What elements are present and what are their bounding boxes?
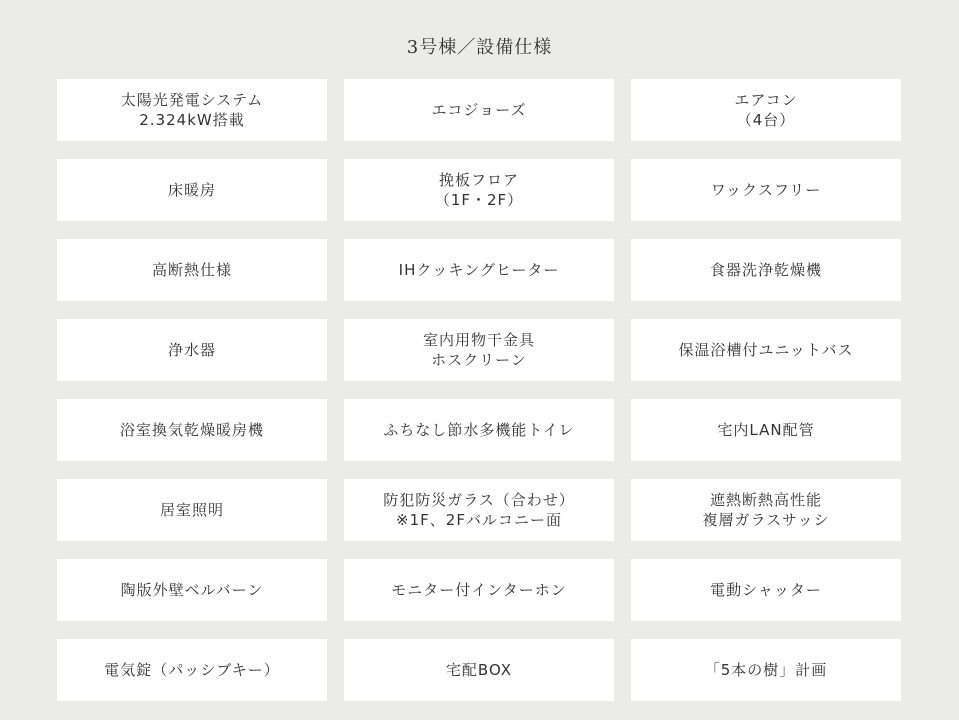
equipment-item (344, 639, 614, 701)
equipment-item-line1: モニター付インターホン (391, 581, 567, 599)
equipment-item (344, 79, 614, 141)
equipment-item (57, 479, 327, 541)
equipment-item-line1: 遮熱断熱高性能 (709, 491, 822, 509)
equipment-item (344, 319, 614, 381)
equipment-item (631, 159, 901, 221)
equipment-item-line2: ホスクリーン (431, 351, 527, 369)
equipment-item (631, 399, 901, 461)
equipment-item (344, 559, 614, 621)
equipment-item-line1: エコジョーズ (431, 101, 527, 119)
equipment-item-line2: 2.324kW搭載 (139, 111, 245, 129)
equipment-item-line1: 高断熱仕様 (151, 261, 232, 279)
equipment-item-line1: ワックスフリー (710, 181, 822, 199)
equipment-item-line1: 宅配BOX (445, 661, 513, 679)
equipment-item-line1: 防犯防災ガラス（合わせ） (383, 491, 575, 509)
equipment-item-line2: （4台） (736, 111, 796, 129)
equipment-item-line1: 浄水器 (167, 341, 216, 359)
equipment-item (57, 559, 327, 621)
equipment-grid (57, 79, 902, 701)
equipment-item (344, 399, 614, 461)
equipment-item-line1: ふちなし節水多機能トイレ (383, 421, 575, 439)
equipment-item (631, 239, 901, 301)
equipment-item (57, 159, 327, 221)
equipment-item (57, 79, 327, 141)
equipment-item (57, 319, 327, 381)
equipment-item-line1: 食器洗浄乾燥機 (709, 261, 822, 279)
equipment-item (631, 639, 901, 701)
equipment-item (57, 239, 327, 301)
equipment-item-line1: 陶版外壁ベルバーン (120, 581, 264, 599)
equipment-item-line1: 太陽光発電システム (120, 91, 264, 109)
equipment-item (344, 479, 614, 541)
equipment-item-line1: 「5本の樹」計画 (704, 661, 828, 679)
equipment-item (631, 79, 901, 141)
equipment-item-line2: 複層ガラスサッシ (702, 511, 830, 529)
equipment-item-line1: 室内用物干金具 (422, 331, 535, 349)
equipment-item-line1: エアコン (734, 91, 798, 109)
equipment-item (631, 319, 901, 381)
equipment-item-line1: 電動シャッター (710, 581, 822, 599)
page-title: 3号棟／設備仕様 (406, 37, 553, 58)
equipment-item (57, 399, 327, 461)
equipment-item (344, 159, 614, 221)
equipment-item (57, 639, 327, 701)
equipment-item (631, 479, 901, 541)
equipment-item-line2: ※1F、2Fバルコニー面 (396, 511, 562, 529)
equipment-item-line1: 電気錠（パッシブキー） (104, 661, 280, 679)
equipment-item-line1: IHクッキングヒーター (398, 261, 560, 279)
equipment-item-line1: 床暖房 (167, 181, 216, 199)
equipment-item-line1: 居室照明 (159, 501, 224, 519)
equipment-item (631, 559, 901, 621)
equipment-item-line1: 挽板フロア (438, 171, 519, 189)
equipment-item-line1: 宅内LAN配管 (717, 421, 815, 439)
equipment-item-line2: （1F・2F） (434, 191, 524, 209)
equipment-item-line1: 保温浴槽付ユニットバス (678, 341, 854, 359)
equipment-item-line1: 浴室換気乾燥暖房機 (119, 421, 264, 439)
equipment-item (344, 239, 614, 301)
